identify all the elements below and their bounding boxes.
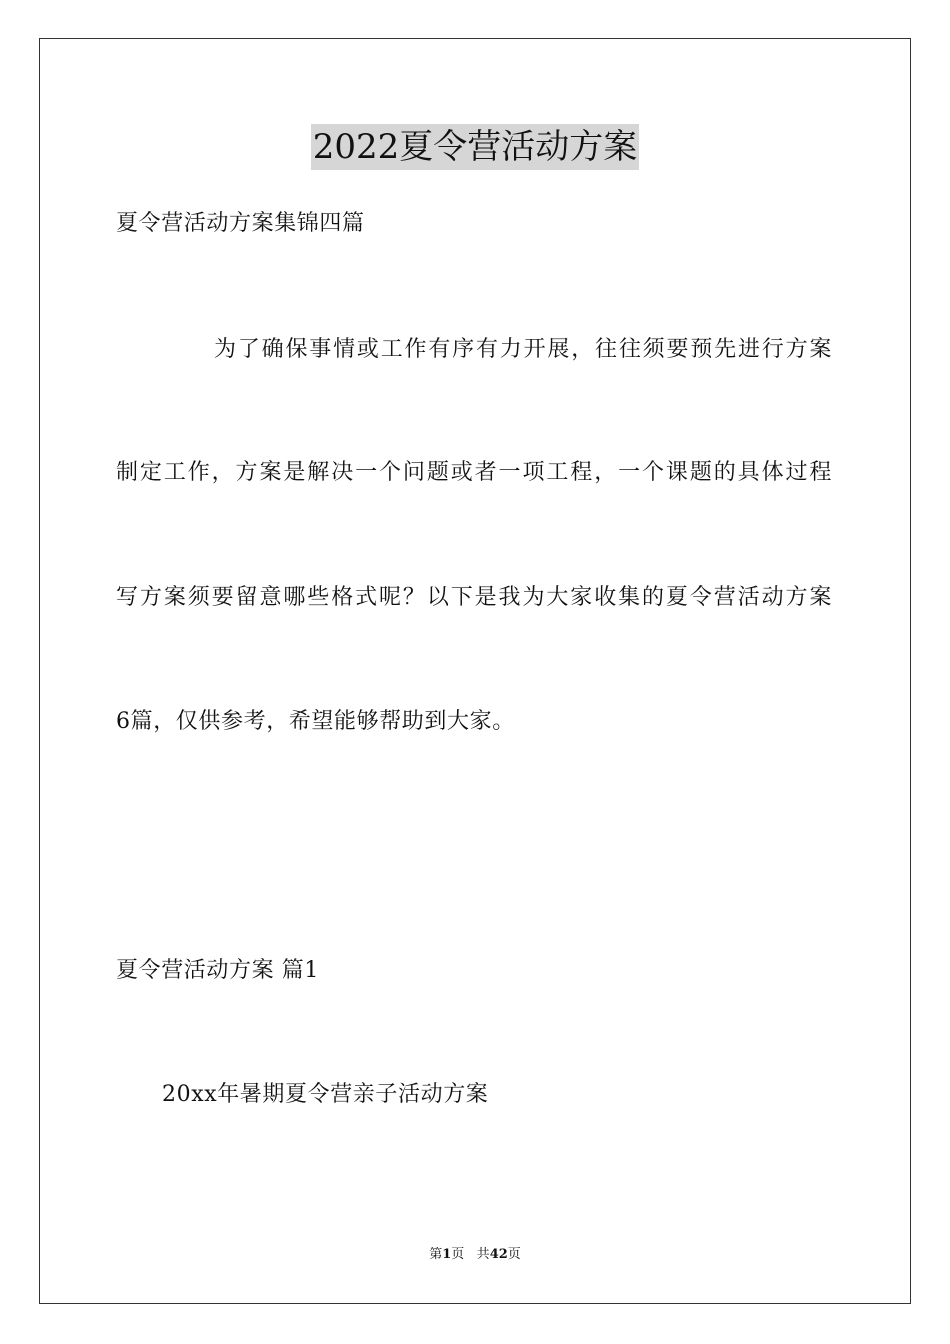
paragraph-line-1: 为了确保事情或工作有序有力开展，往往须要预先进行方案 [214, 337, 832, 362]
footer-total-prefix: 共 [476, 1247, 490, 1262]
paragraph-line-4: 6篇，仅供参考，希望能够帮助到大家。 [116, 709, 515, 734]
footer-page-prefix: 第 [429, 1247, 443, 1262]
paragraph-line-2: 制定工作，方案是解决一个问题或者一项工程，一个课题的具体过程 [116, 460, 832, 485]
document-title: 2022夏令营活动方案 [311, 124, 640, 170]
title-container [0, 124, 950, 170]
section-subtitle: 20xx年暑期夏令营亲子活动方案 [162, 1082, 489, 1107]
paragraph-line-3: 写方案须要留意哪些格式呢？以下是我为大家收集的夏令营活动方案 [116, 585, 832, 610]
document-subtitle: 夏令营活动方案集锦四篇 [116, 211, 365, 236]
page-footer [0, 1246, 950, 1264]
section-heading: 夏令营活动方案 篇1 [116, 958, 319, 983]
footer-page-total: 42 [489, 1247, 508, 1262]
footer-page-current: 1 [442, 1247, 452, 1262]
footer-page-suffix: 页 [451, 1247, 465, 1262]
footer-total-suffix: 页 [507, 1247, 521, 1262]
